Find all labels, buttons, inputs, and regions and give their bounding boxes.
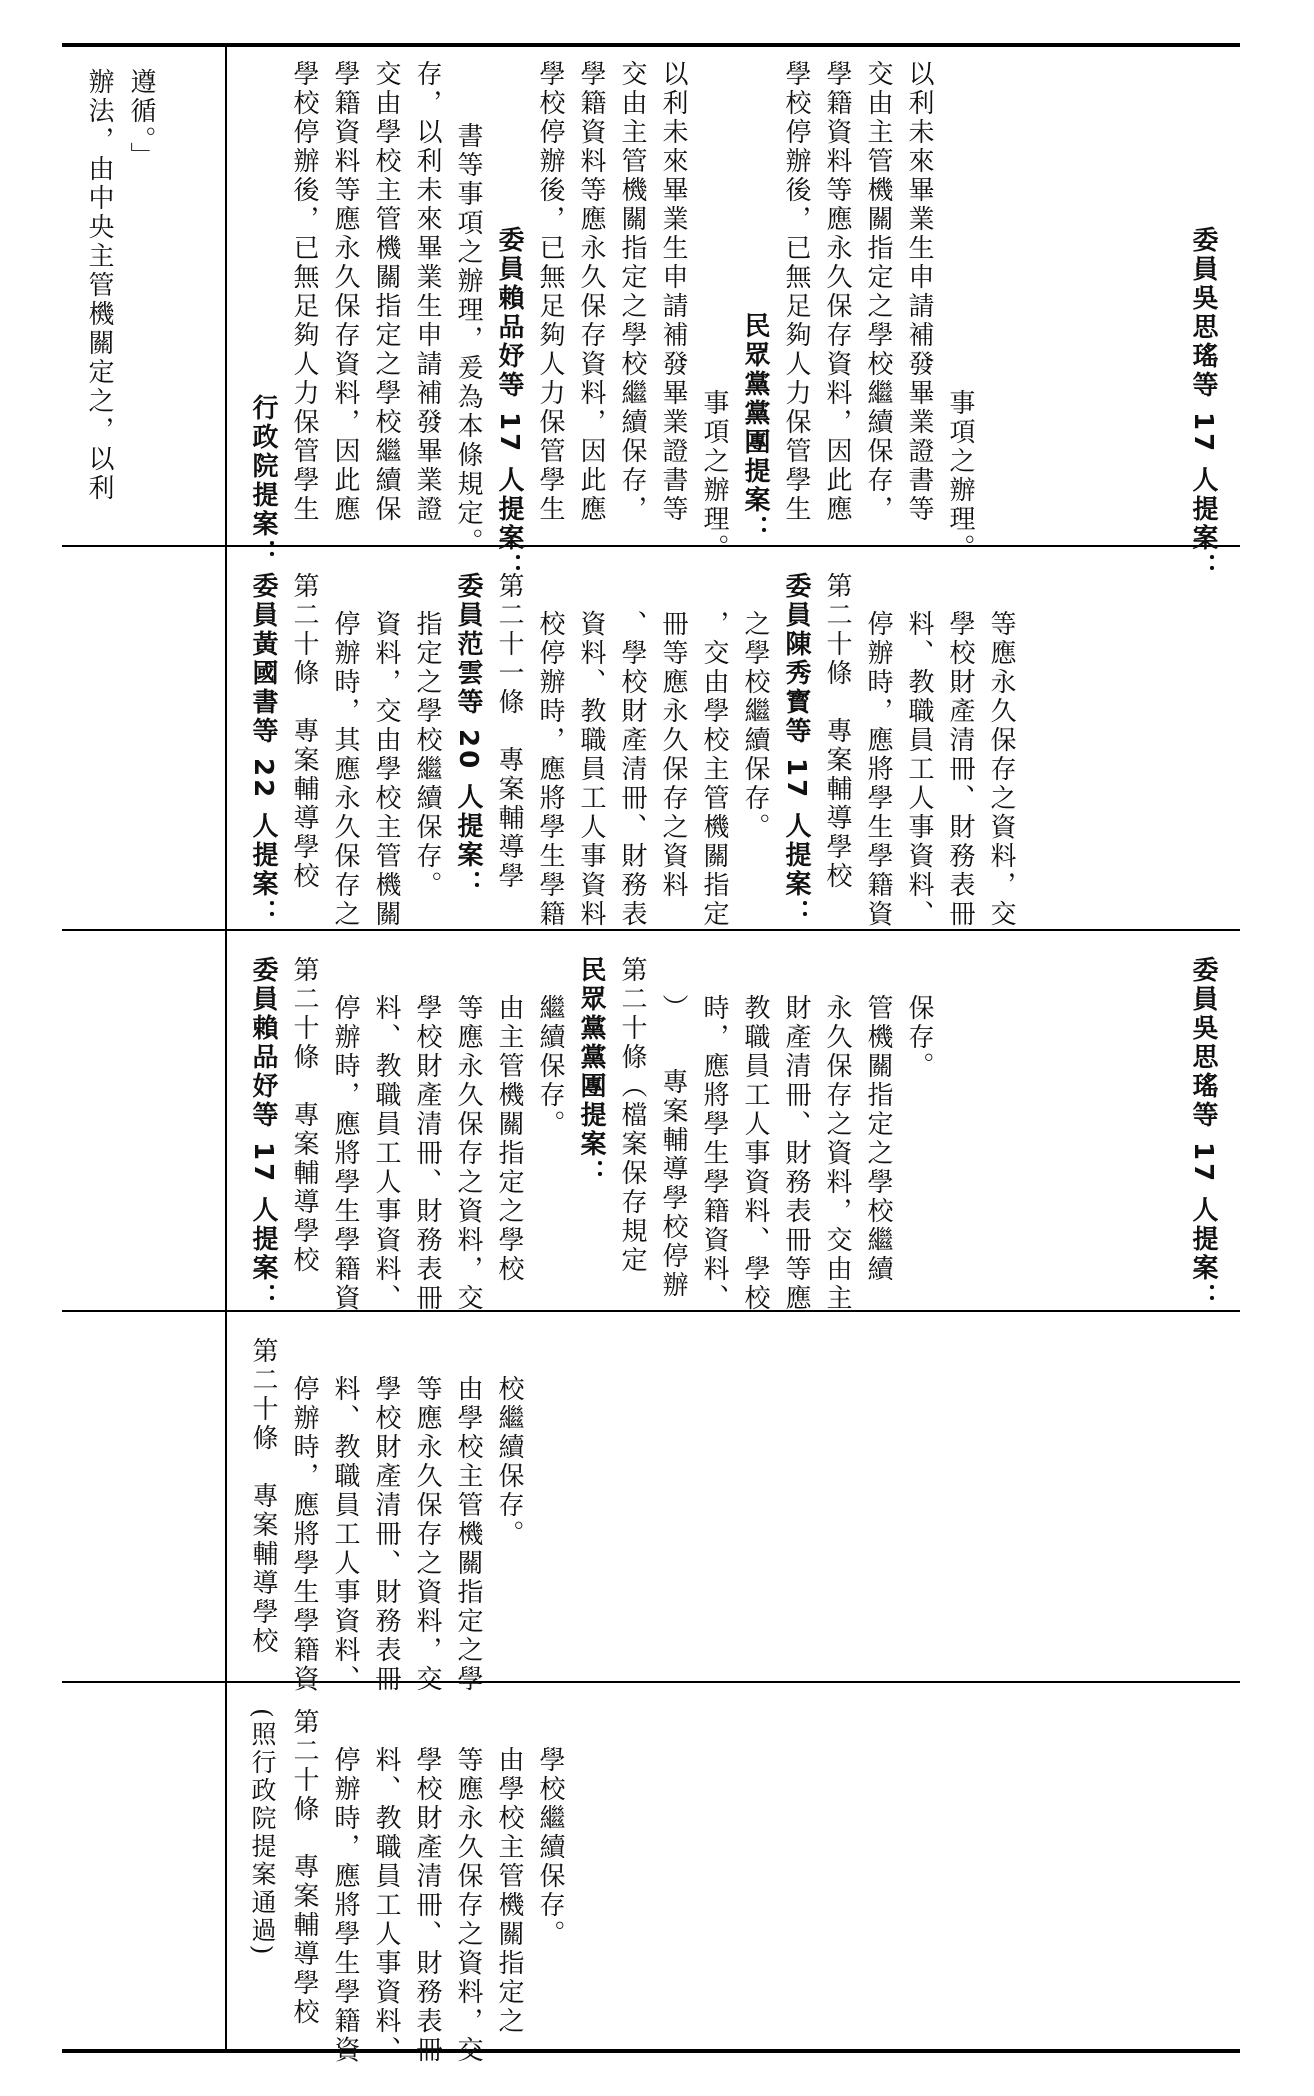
exec-expl-line-3: 交由學校主管機關指定之學校繼續保: [371, 60, 401, 524]
row-divider-4: [62, 1681, 1240, 1683]
adopted-line-3: 料、教職員工人事資料、: [371, 1746, 401, 2065]
huang-proposal-heading: 委員黃國書等 22 人提案：: [248, 572, 278, 929]
lai2-line-3: 料、教職員工人事資料、: [371, 994, 401, 1313]
tpp2-line-7: 管機關指定之學校繼續: [863, 994, 893, 1284]
adopted-line-5: 等應永久保存之資料，交: [453, 1746, 483, 2065]
fan-line-2: 校停辦時，應將學生學籍: [535, 610, 565, 929]
fan-line-5: 冊等應永久保存之資料: [658, 610, 688, 900]
lai-proposal-heading: 委員賴品妤等 17 人提案：: [494, 226, 524, 583]
tpp-expl-line-2: 學籍資料等應永久保存資料，因此應: [822, 60, 852, 524]
adopted-line-2: 停辦時，應將學生學籍資: [330, 1746, 360, 2065]
exec-expl-line-4: 存，以利未來畢業生申請補發畢業證: [412, 60, 442, 524]
fan-line-6: ，交由學校主管機關指定: [699, 610, 729, 929]
tpp2-line-4: 教職員工人事資料、學校: [740, 994, 770, 1313]
tpp2-line-1: 第二十條（檔案保存規定: [617, 956, 647, 1275]
tpp-expl-line-3: 交由主管機關指定之學校繼續保存，: [863, 60, 893, 524]
lai2-proposal-heading: 委員賴品妤等 17 人提案：: [248, 956, 278, 1313]
lai2-line-4: 學校財產清冊、財務表冊: [412, 994, 442, 1313]
tpp-expl-line-4: 以利未來畢業生申請補發畢業證書等: [904, 60, 934, 524]
lai-expl-line-5: 事項之辦理。: [699, 389, 729, 563]
wu-proposal-heading: 委員吳思瑤等 17 人提案：: [1188, 226, 1218, 583]
fan-proposal-heading: 委員范雲等 20 人提案：: [453, 572, 483, 900]
exec-proposal-heading: 行政院提案：: [248, 394, 278, 568]
exec-article-line-1: 第二十條 專案輔導學校: [248, 1337, 278, 1656]
tpp2-line-2: ） 專案輔導學校停辦: [658, 994, 688, 1300]
huang-line-4: 指定之學校繼續保存。: [412, 610, 442, 900]
fan-line-7: 之學校繼續保存。: [740, 610, 770, 842]
chen-line-2: 停辦時，應將學生學籍資: [863, 610, 893, 929]
tpp-expl-line-1: 學校停辦後，已無足夠人力保管學生: [781, 60, 811, 524]
lai-expl-line-4: 以利未來畢業生申請補發畢業證書等: [658, 60, 688, 524]
lai2-line-2: 停辦時，應將學生學籍資: [330, 994, 360, 1313]
exec-expl-line-1: 學校停辦後，已無足夠人力保管學生: [289, 60, 319, 524]
lai-expl-line-2: 學籍資料等應永久保存資料，因此應: [576, 60, 606, 524]
lai2-line-5: 等應永久保存之資料，交: [453, 994, 483, 1313]
chen-line-3: 料、教職員工人事資料、: [904, 610, 934, 929]
exec-expl-line-5: 書等事項之辦理，爰為本條規定。: [453, 122, 483, 557]
tpp2-line-6: 永久保存之資料，交由主: [822, 994, 852, 1313]
intro-line-1: 辦法，由中央主管機關定之，以利: [84, 68, 114, 503]
huang-line-1: 第二十條 專案輔導學校: [289, 572, 319, 891]
chen-proposal-heading: 委員陳秀寳等 17 人提案：: [781, 572, 811, 929]
exec-article-line-4: 學校財產清冊、財務表冊: [371, 1375, 401, 1694]
tpp-expl-line-5: 事項之辦理。: [945, 389, 975, 563]
chen-line-4: 學校財產清冊、財務表冊: [945, 610, 975, 929]
header-strip-divider: [225, 45, 227, 2051]
fan-line-3: 資料、教職員工人事資料: [576, 610, 606, 929]
exec-expl-line-2: 學籍資料等應永久保存資料，因此應: [330, 60, 360, 524]
exec-article-line-5: 等應永久保存之資料，交: [412, 1375, 442, 1694]
row-divider-2: [62, 929, 1240, 931]
exec-article-line-7: 校繼續保存。: [494, 1375, 524, 1549]
huang-line-3: 資料，交由學校主管機關: [371, 610, 401, 929]
huang-line-2: 停辦時，其應永久保存之: [330, 610, 360, 929]
adopted-note: (照行政院提案通過): [248, 1708, 277, 1958]
lai2-line-1: 第二十條 專案輔導學校: [289, 956, 319, 1275]
table-top-rule: [62, 43, 1240, 47]
wu2-proposal-heading: 委員吳思瑤等 17 人提案：: [1188, 956, 1218, 1313]
tpp2-proposal-heading: 民眾黨黨團提案：: [576, 956, 606, 1188]
lai2-line-7: 繼續保存。: [535, 994, 565, 1139]
exec-article-line-3: 料、教職員工人事資料、: [330, 1375, 360, 1694]
tpp-proposal-heading: 民眾黨黨團提案：: [740, 312, 770, 544]
exec-article-line-2: 停辦時，應將學生學籍資: [289, 1375, 319, 1694]
lai-expl-line-3: 交由主管機關指定之學校繼續保存，: [617, 60, 647, 524]
exec-article-line-6: 由學校主管機關指定之學: [453, 1375, 483, 1694]
lai-expl-line-1: 學校停辦後，已無足夠人力保管學生: [535, 60, 565, 524]
chen-line-1: 第二十條 專案輔導學校: [822, 572, 852, 891]
adopted-line-6: 由學校主管機關指定之: [494, 1746, 524, 2036]
adopted-line-1: 第二十條 專案輔導學校: [289, 1708, 319, 2027]
fan-line-1: 第二十一條 專案輔導學: [494, 572, 524, 891]
adopted-line-7: 學校繼續保存。: [535, 1746, 565, 1949]
row-divider-3: [62, 1310, 1240, 1312]
chen-line-5: 等應永久保存之資料，交: [986, 610, 1016, 929]
tpp2-line-3: 時，應將學生學籍資料、: [699, 994, 729, 1313]
row-divider-1: [62, 545, 1240, 547]
table-bottom-rule: [62, 2049, 1240, 2053]
tpp2-line-8: 保存。: [904, 994, 934, 1081]
lai2-line-6: 由主管機關指定之學校: [494, 994, 524, 1284]
adopted-line-4: 學校財產清冊、財務表冊: [412, 1746, 442, 2065]
tpp2-line-5: 財產清冊、財務表冊等應: [781, 994, 811, 1313]
intro-line-2: 遵循。」: [126, 68, 156, 171]
fan-line-4: 、學校財產清冊、財務表: [617, 610, 647, 929]
